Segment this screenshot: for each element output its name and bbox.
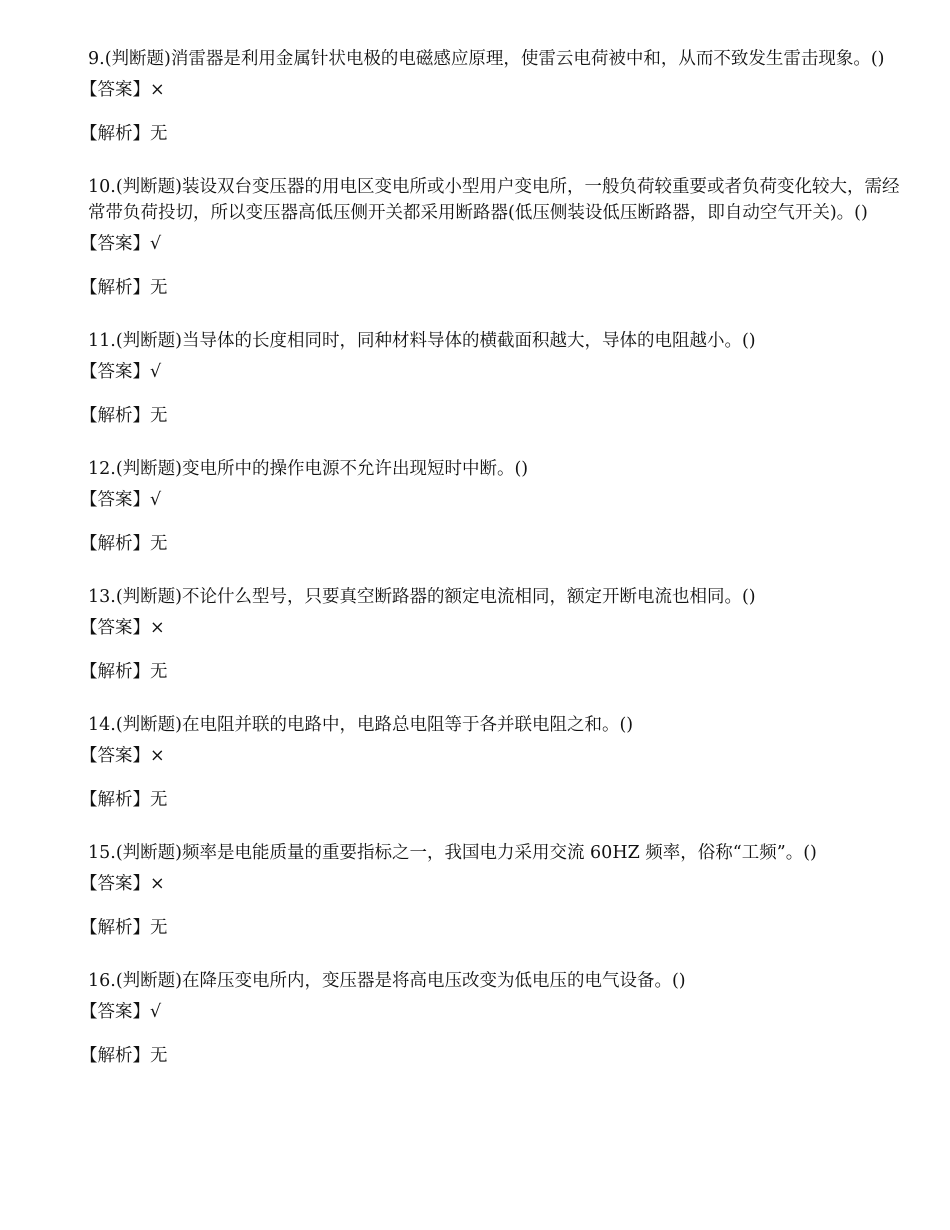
answer-text: 【答案】√ xyxy=(80,1002,162,1022)
question-text: 11.(判断题)当导体的长度相同时，同种材料导体的横截面积越大，导体的电阻越小。() xyxy=(88,331,756,351)
analysis-text: 【解析】无 xyxy=(80,918,168,938)
answer-text: 【答案】√ xyxy=(80,362,162,382)
answer-text: 【答案】√ xyxy=(80,490,162,510)
question-text: 12.(判断题)变电所中的操作电源不允许出现短时中断。() xyxy=(88,459,529,479)
question-text: 16.(判断题)在降压变电所内，变压器是将高电压改变为低电压的电气设备。() xyxy=(88,971,686,991)
question-text: 14.(判断题)在电阻并联的电路中，电路总电阻等于各并联电阻之和。() xyxy=(88,715,634,735)
question-item-9 xyxy=(80,46,914,146)
answer-text: 【答案】× xyxy=(80,746,165,766)
answer-text: 【答案】× xyxy=(80,874,165,894)
answer-text: 【答案】× xyxy=(80,618,165,638)
question-text: 10.(判断题)装设双台变压器的用电区变电所或小型用户变电所，一般负荷较重要或者负荷变化较大，需经常带负荷投切，所以变压器高低压侧开关都采用断路器(低压侧装设低压断路器，即自动空气开关)。() xyxy=(88,177,900,223)
question-item-14 xyxy=(80,712,914,812)
analysis-text: 【解析】无 xyxy=(80,124,168,144)
question-item-15 xyxy=(80,840,914,940)
analysis-text: 【解析】无 xyxy=(80,534,168,554)
question-item-12 xyxy=(80,456,914,556)
question-item-13 xyxy=(80,584,914,684)
question-item-16 xyxy=(80,968,914,1068)
question-text: 15.(判断题)频率是电能质量的重要指标之一，我国电力采用交流 60HZ 频率，俗称“工频”。() xyxy=(88,843,817,863)
question-item-10 xyxy=(80,174,914,300)
answer-text: 【答案】√ xyxy=(80,234,162,254)
question-text: 13.(判断题)不论什么型号，只要真空断路器的额定电流相同，额定开断电流也相同。() xyxy=(88,587,756,607)
question-item-11 xyxy=(80,328,914,428)
analysis-text: 【解析】无 xyxy=(80,406,168,426)
analysis-text: 【解析】无 xyxy=(80,278,168,298)
analysis-text: 【解析】无 xyxy=(80,662,168,682)
document-page xyxy=(80,46,914,1068)
answer-text: 【答案】× xyxy=(80,80,165,100)
analysis-text: 【解析】无 xyxy=(80,1046,168,1066)
analysis-text: 【解析】无 xyxy=(80,790,168,810)
question-text: 9.(判断题)消雷器是利用金属针状电极的电磁感应原理，使雷云电荷被中和，从而不致发生雷击现象。() xyxy=(88,49,885,69)
